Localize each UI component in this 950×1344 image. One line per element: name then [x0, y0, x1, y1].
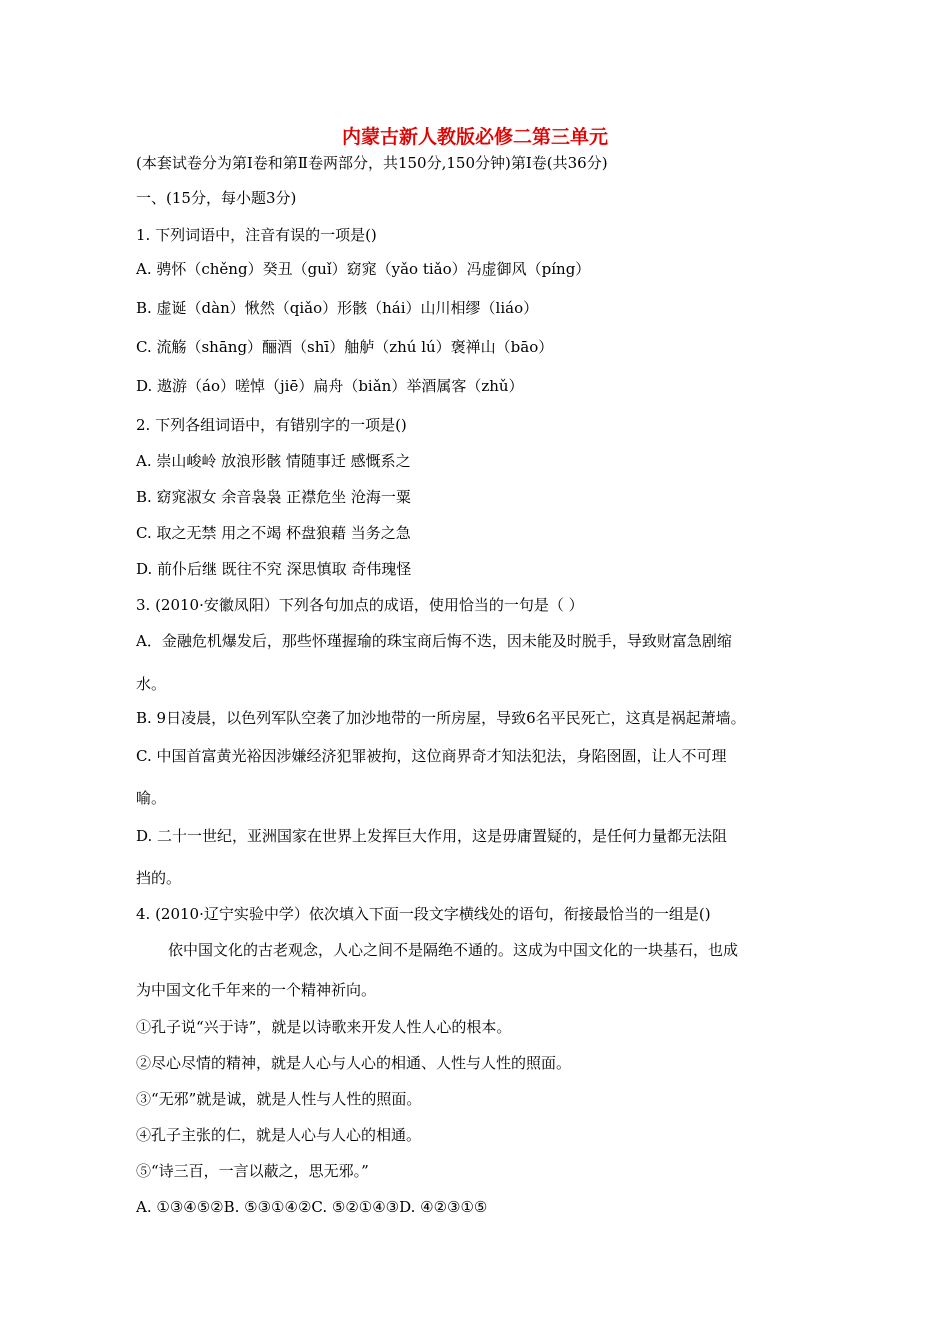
question-2-option-d: D. 前仆后继 既往不究 深思慎取 奇伟瑰怪 [136, 560, 412, 578]
question-3-option-d-line1: D. 二十一世纪，亚洲国家在世界上发挥巨大作用，这是毋庸置疑的，是任何力量都无法阻 [136, 827, 728, 845]
question-4-answer-choices: A. ①③④⑤②B. ⑤③①④②C. ⑤②①④③D. ④②③①⑤ [136, 1198, 488, 1216]
question-3-stem: 3. (2010·安徽凤阳）下列各句加点的成语，使用恰当的一句是（ ） [136, 596, 584, 614]
exam-info: (本套试卷分为第Ⅰ卷和第Ⅱ卷两部分，共150分,150分钟)第Ⅰ卷(共36分) [136, 154, 608, 172]
question-4-item-3: ③“无邪”就是诚，就是人性与人性的照面。 [136, 1090, 422, 1108]
question-2-option-b: B. 窈窕淑女 余音袅袅 正襟危坐 沧海一粟 [136, 488, 411, 506]
section-heading: 一、(15分，每小题3分) [136, 189, 297, 207]
question-2-option-a: A. 崇山峻岭 放浪形骸 情随事迁 感慨系之 [136, 452, 411, 470]
question-3-option-a-line1: A．金融危机爆发后，那些怀瑾握瑜的珠宝商后悔不迭，因未能及时脱手，导致财富急剧缩 [136, 632, 732, 650]
question-4-stem: 4. (2010·辽宁实验中学）依次填入下面一段文字横线处的语句，衔接最恰当的一组是() [136, 905, 711, 923]
question-4-item-2: ②尽心尽情的精神，就是人心与人心的相通、人性与人性的照面。 [136, 1054, 572, 1072]
question-3-option-d-line2: 挡的。 [136, 869, 182, 887]
question-2-option-c: C. 取之无禁 用之不竭 杯盘狼藉 当务之急 [136, 524, 411, 542]
question-1-stem: 1. 下列词语中，注音有误的一项是() [136, 226, 377, 244]
question-4-item-1: ①孔子说“兴于诗”，就是以诗歌来开发人性人心的根本。 [136, 1018, 512, 1036]
question-1-option-c: C. 流觞（shāng）酾酒（shī）舳舻（zhú lú）褒禅山（bāo） [136, 338, 554, 356]
question-4-passage-line1: 依中国文化的古老观念，人心之间不是隔绝不通的。这成为中国文化的一块基石，也成 [168, 941, 739, 959]
document-title: 内蒙古新人教版必修二第三单元 [341, 126, 608, 148]
question-1-option-a: A. 骋怀（chěng）癸丑（guǐ）窈窕（yǎo tiǎo）冯虚御风（píng） [136, 260, 591, 278]
question-1-option-b: B. 虚诞（dàn）愀然（qiǎo）形骸（hái）山川相缪（liáo） [136, 299, 539, 317]
question-2-stem: 2. 下列各组词语中，有错别字的一项是() [136, 416, 407, 434]
question-4-item-4: ④孔子主张的仁，就是人心与人心的相通。 [136, 1126, 422, 1144]
question-3-option-a-line2: 水。 [136, 675, 167, 693]
question-3-option-c-line2: 喻。 [136, 789, 167, 807]
question-4-passage-line2: 为中国文化千年来的一个精神祈向。 [136, 981, 377, 999]
question-1-option-d: D. 遨游（áo）嗟悼（jiē）扁舟（biǎn）举酒属客（zhǔ） [136, 377, 524, 395]
question-3-option-b: B. 9日凌晨，以色列军队空袭了加沙地带的一所房屋，导致6名平民死亡，这真是祸起萧墙。 [136, 709, 746, 727]
question-4-item-5: ⑤“诗三百，一言以蔽之，思无邪。” [136, 1162, 369, 1180]
question-3-option-c-line1: C. 中国首富黄光裕因涉嫌经济犯罪被拘，这位商界奇才知法犯法，身陷囹圄，让人不可理 [136, 747, 727, 765]
